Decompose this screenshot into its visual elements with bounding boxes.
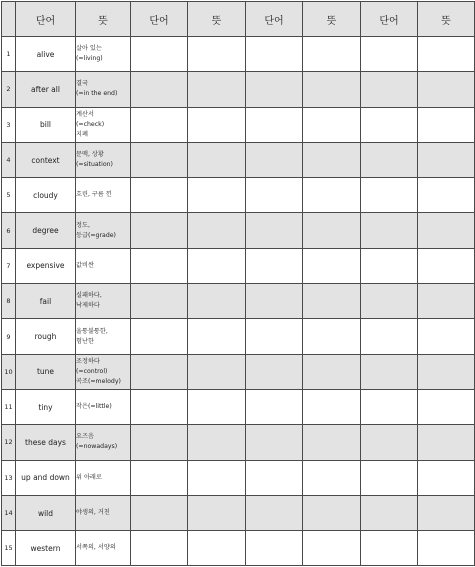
meaning-line: 야생의, 거친	[76, 509, 110, 516]
header-row	[2, 2, 475, 37]
vocab-word: context	[16, 142, 76, 177]
blank-word-cell[interactable]	[246, 107, 303, 142]
blank-meaning-cell[interactable]	[188, 178, 246, 213]
vocab-meaning	[76, 425, 131, 460]
row-number: 5	[2, 178, 16, 213]
vocab-meaning	[76, 531, 131, 566]
blank-word-cell[interactable]	[246, 142, 303, 177]
table-row	[2, 460, 475, 495]
meaning-line: 낙제하다	[76, 302, 100, 310]
blank-meaning-cell[interactable]	[303, 284, 361, 319]
blank-word-cell[interactable]	[131, 319, 188, 354]
blank-meaning-cell[interactable]	[303, 389, 361, 424]
blank-meaning-cell[interactable]	[188, 319, 246, 354]
blank-word-cell[interactable]	[361, 531, 418, 566]
blank-word-cell[interactable]	[361, 213, 418, 248]
blank-meaning-cell[interactable]	[418, 37, 475, 72]
vocab-meaning	[76, 213, 131, 248]
row-number: 10	[2, 354, 16, 389]
blank-meaning-cell[interactable]	[303, 248, 361, 283]
meaning-line: 흐린, 구름 낀	[76, 191, 112, 199]
table-row	[2, 425, 475, 460]
blank-meaning-cell[interactable]	[303, 425, 361, 460]
blank-meaning-cell[interactable]	[188, 248, 246, 283]
blank-word-cell[interactable]	[246, 248, 303, 283]
table-row	[2, 107, 475, 142]
blank-meaning-cell[interactable]	[188, 460, 246, 495]
row-number: 11	[2, 389, 16, 424]
row-number: 6	[2, 213, 16, 248]
meaning-line: (=in the end)	[76, 90, 118, 98]
table-row	[2, 142, 475, 177]
blank-meaning-cell[interactable]	[418, 495, 475, 530]
meaning-line: 등급(=grade)	[76, 231, 116, 239]
blank-meaning-cell[interactable]	[188, 37, 246, 72]
blank-meaning-cell[interactable]	[188, 354, 246, 389]
blank-word-cell[interactable]	[246, 425, 303, 460]
blank-meaning-cell[interactable]	[418, 531, 475, 566]
blank-meaning-cell[interactable]	[303, 213, 361, 248]
header-word: 단어	[131, 2, 188, 37]
blank-meaning-cell[interactable]	[303, 142, 361, 177]
blank-meaning-cell[interactable]	[303, 531, 361, 566]
vocab-meaning	[76, 37, 131, 72]
table-row	[2, 495, 475, 530]
header-word: 단어	[16, 2, 76, 37]
blank-word-cell[interactable]	[361, 248, 418, 283]
blank-word-cell[interactable]	[131, 495, 188, 530]
meaning-line: (=nowadays)	[76, 443, 118, 451]
blank-meaning-cell[interactable]	[418, 178, 475, 213]
blank-word-cell[interactable]	[131, 213, 188, 248]
meaning-line: 결국	[76, 80, 88, 88]
vocab-word: after all	[16, 72, 76, 107]
vocab-meaning	[76, 389, 131, 424]
row-number: 7	[2, 248, 16, 283]
vocab-word: bill	[16, 107, 76, 142]
vocab-word: wild	[16, 495, 76, 530]
blank-meaning-cell[interactable]	[418, 425, 475, 460]
table-row	[2, 213, 475, 248]
blank-word-cell[interactable]	[361, 37, 418, 72]
meaning-line: 조정하다	[76, 357, 100, 365]
row-number: 9	[2, 319, 16, 354]
table-row	[2, 37, 475, 72]
vocab-word: alive	[16, 37, 76, 72]
blank-meaning-cell[interactable]	[418, 248, 475, 283]
header-meaning: 뜻	[76, 2, 131, 37]
meaning-line: 계산서	[76, 110, 94, 118]
blank-word-cell[interactable]	[361, 319, 418, 354]
blank-word-cell[interactable]	[131, 142, 188, 177]
blank-word-cell[interactable]	[361, 284, 418, 319]
vocab-meaning	[76, 142, 131, 177]
vocabulary-table	[1, 1, 475, 566]
vocab-meaning	[76, 495, 131, 530]
row-number: 4	[2, 142, 16, 177]
row-number: 2	[2, 72, 16, 107]
meaning-line: 울퉁불퉁한,	[76, 327, 108, 335]
header-meaning: 뜻	[418, 2, 475, 37]
meaning-line: 문맥, 상황	[76, 151, 104, 159]
blank-word-cell[interactable]	[361, 107, 418, 142]
row-number: 13	[2, 460, 16, 495]
blank-meaning-cell[interactable]	[188, 531, 246, 566]
table-row	[2, 178, 475, 213]
vocab-meaning	[76, 460, 131, 495]
vocab-word: tune	[16, 354, 76, 389]
blank-meaning-cell[interactable]	[418, 284, 475, 319]
table-row	[2, 531, 475, 566]
blank-meaning-cell[interactable]	[418, 319, 475, 354]
table-row	[2, 248, 475, 283]
vocab-meaning	[76, 319, 131, 354]
vocab-word: western	[16, 531, 76, 566]
blank-meaning-cell[interactable]	[188, 107, 246, 142]
blank-word-cell[interactable]	[246, 354, 303, 389]
blank-meaning-cell[interactable]	[188, 389, 246, 424]
meaning-line: 요즈음	[76, 433, 94, 441]
blank-meaning-cell[interactable]	[188, 495, 246, 530]
blank-meaning-cell[interactable]	[418, 354, 475, 389]
blank-meaning-cell[interactable]	[188, 425, 246, 460]
meaning-line: 살아 있는	[76, 45, 102, 53]
blank-word-cell[interactable]	[131, 425, 188, 460]
blank-meaning-cell[interactable]	[303, 72, 361, 107]
vocab-word: tiny	[16, 389, 76, 424]
meaning-line: 작은(=little)	[76, 403, 112, 411]
header-corner	[2, 2, 16, 37]
meaning-line: 지폐	[76, 130, 88, 138]
blank-word-cell[interactable]	[131, 37, 188, 72]
blank-word-cell[interactable]	[361, 142, 418, 177]
vocab-meaning	[76, 248, 131, 283]
header-word: 단어	[361, 2, 418, 37]
table-row	[2, 72, 475, 107]
blank-word-cell[interactable]	[246, 178, 303, 213]
meaning-line: 위 아래로	[76, 473, 102, 481]
vocab-meaning	[76, 354, 131, 389]
header-word: 단어	[246, 2, 303, 37]
row-number: 12	[2, 425, 16, 460]
vocab-word: expensive	[16, 248, 76, 283]
blank-word-cell[interactable]	[246, 460, 303, 495]
blank-meaning-cell[interactable]	[418, 460, 475, 495]
blank-word-cell[interactable]	[246, 37, 303, 72]
meaning-line: (=control)	[76, 367, 108, 375]
table-row	[2, 389, 475, 424]
blank-meaning-cell[interactable]	[418, 142, 475, 177]
blank-meaning-cell[interactable]	[188, 72, 246, 107]
meaning-line: (=check)	[76, 120, 105, 128]
blank-meaning-cell[interactable]	[303, 107, 361, 142]
header-meaning: 뜻	[188, 2, 246, 37]
vocab-meaning	[76, 284, 131, 319]
blank-meaning-cell[interactable]	[303, 354, 361, 389]
blank-meaning-cell[interactable]	[418, 213, 475, 248]
vocab-word: rough	[16, 319, 76, 354]
blank-word-cell[interactable]	[131, 107, 188, 142]
table-row	[2, 354, 475, 389]
meaning-line: (=situation)	[76, 161, 113, 169]
blank-meaning-cell[interactable]	[303, 460, 361, 495]
blank-word-cell[interactable]	[246, 531, 303, 566]
vocab-meaning	[76, 107, 131, 142]
blank-word-cell[interactable]	[361, 389, 418, 424]
blank-word-cell[interactable]	[361, 178, 418, 213]
blank-word-cell[interactable]	[131, 178, 188, 213]
vocab-word: up and down	[16, 460, 76, 495]
blank-word-cell[interactable]	[131, 531, 188, 566]
table-row	[2, 284, 475, 319]
blank-word-cell[interactable]	[361, 460, 418, 495]
row-number: 15	[2, 531, 16, 566]
meaning-line: 곡조(=melody)	[76, 377, 121, 385]
row-number: 3	[2, 107, 16, 142]
vocab-word: degree	[16, 213, 76, 248]
blank-word-cell[interactable]	[131, 460, 188, 495]
blank-word-cell[interactable]	[246, 284, 303, 319]
row-number: 14	[2, 495, 16, 530]
vocab-meaning	[76, 178, 131, 213]
blank-word-cell[interactable]	[246, 213, 303, 248]
blank-word-cell[interactable]	[246, 319, 303, 354]
blank-word-cell[interactable]	[131, 389, 188, 424]
blank-meaning-cell[interactable]	[188, 142, 246, 177]
vocab-meaning	[76, 72, 131, 107]
blank-word-cell[interactable]	[246, 495, 303, 530]
blank-word-cell[interactable]	[361, 425, 418, 460]
blank-meaning-cell[interactable]	[418, 389, 475, 424]
blank-meaning-cell[interactable]	[188, 284, 246, 319]
blank-word-cell[interactable]	[246, 389, 303, 424]
blank-meaning-cell[interactable]	[303, 319, 361, 354]
blank-word-cell[interactable]	[131, 284, 188, 319]
blank-meaning-cell[interactable]	[303, 178, 361, 213]
meaning-line: 값비싼	[76, 261, 94, 269]
vocab-word: these days	[16, 425, 76, 460]
blank-meaning-cell[interactable]	[303, 495, 361, 530]
blank-meaning-cell[interactable]	[303, 37, 361, 72]
vocab-word: fail	[16, 284, 76, 319]
header-meaning: 뜻	[303, 2, 361, 37]
blank-word-cell[interactable]	[246, 72, 303, 107]
meaning-line: (=living)	[76, 55, 103, 63]
meaning-line: 정도,	[76, 221, 90, 229]
blank-word-cell[interactable]	[361, 72, 418, 107]
blank-meaning-cell[interactable]	[418, 107, 475, 142]
blank-word-cell[interactable]	[361, 495, 418, 530]
meaning-line: 험난한	[76, 337, 94, 345]
meaning-line: 서쪽의, 서양의	[76, 544, 116, 552]
vocab-word: cloudy	[16, 178, 76, 213]
blank-word-cell[interactable]	[361, 354, 418, 389]
blank-meaning-cell[interactable]	[418, 72, 475, 107]
blank-word-cell[interactable]	[131, 248, 188, 283]
meaning-line: 실패하다,	[76, 292, 102, 300]
blank-word-cell[interactable]	[131, 72, 188, 107]
row-number: 1	[2, 37, 16, 72]
row-number: 8	[2, 284, 16, 319]
blank-meaning-cell[interactable]	[188, 213, 246, 248]
table-row	[2, 319, 475, 354]
blank-word-cell[interactable]	[131, 354, 188, 389]
